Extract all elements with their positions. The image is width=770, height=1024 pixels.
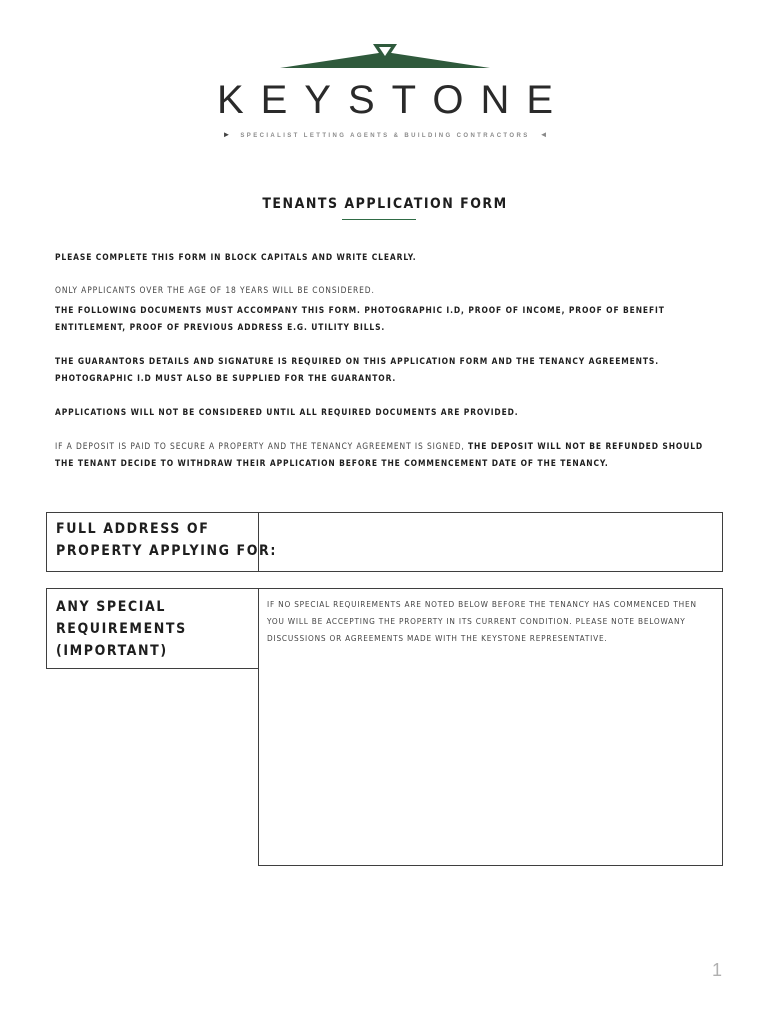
tagline-left-arrow: ► xyxy=(222,130,231,139)
page-number: 1 xyxy=(712,960,723,980)
deposit-text-light: IF A DEPOSIT IS PAID TO SECURE A PROPERTY AND THE TENANCY AGREEMENT IS SIGNED, xyxy=(55,441,469,451)
address-field-label xyxy=(56,518,277,562)
address-input[interactable] xyxy=(259,513,722,571)
title-underline xyxy=(342,219,416,220)
requirements-note: IF NO SPECIAL REQUIREMENTS ARE NOTED BELOW BEFORE THE TENANCY HAS COMMENCED THEN YOU WILL BE ACCEPTING THE PROPERTY IN ITS CURRENT CONDITION. PLEASE NOTE BELOWANY DISCUSSIONS OR AGREEMENTS MADE WITH THE KEYSTONE REPRESENTATIVE. xyxy=(267,599,697,643)
instruction-age: ONLY APPLICANTS OVER THE AGE OF 18 YEARS WILL BE CONSIDERED. xyxy=(55,285,375,295)
tagline-right-arrow: ◄ xyxy=(539,130,548,139)
instruction-guarantor: THE GUARANTORS DETAILS AND SIGNATURE IS REQUIRED ON THIS APPLICATION FORM AND THE TENANCY AGREEMENTS. PHOTOGRAPHIC I.D MUST ALSO BE SUPPLIED FOR THE GUARANTOR. xyxy=(55,356,660,383)
requirements-field-label xyxy=(56,596,187,662)
brand-tagline xyxy=(0,130,770,139)
brand-name: KEYSTONE xyxy=(216,78,571,122)
tagline-text: SPECIALIST LETTING AGENTS & BUILDING CONTRACTORS xyxy=(240,133,530,139)
form-title: TENANTS APPLICATION FORM xyxy=(262,196,508,212)
requirements-label-line3: (IMPORTANT) xyxy=(56,643,168,659)
address-label-line2: PROPERTY APPLYING FOR: xyxy=(56,543,277,559)
requirements-input[interactable] xyxy=(260,650,721,864)
instruction-required-docs: APPLICATIONS WILL NOT BE CONSIDERED UNTIL ALL REQUIRED DOCUMENTS ARE PROVIDED. xyxy=(55,407,519,417)
requirements-label-line1: ANY SPECIAL xyxy=(56,599,166,615)
deposit-text-bold: THE DEPOSIT WILL NOT BE REFUNDED SHOULD THE TENANT DECIDE TO WITHDRAW THEIR APPLICATION BEFORE THE COMMENCEMENT DATE OF THE TENANCY. xyxy=(55,441,704,468)
address-label-line1: FULL ADDRESS OF xyxy=(56,521,210,537)
instruction-block-capitals: PLEASE COMPLETE THIS FORM IN BLOCK CAPITALS AND WRITE CLEARLY. xyxy=(55,252,417,262)
instruction-documents: THE FOLLOWING DOCUMENTS MUST ACCOMPANY THIS FORM. PHOTOGRAPHIC I.D, PROOF OF INCOME, PROOF OF BENEFIT ENTITLEMENT, PROOF OF PREVIOUS ADDRESS E.G. UTILITY BILLS. xyxy=(55,305,665,332)
requirements-label-line2: REQUIREMENTS xyxy=(56,621,187,637)
keystone-logo-roof xyxy=(280,44,490,70)
instruction-deposit xyxy=(55,438,715,472)
